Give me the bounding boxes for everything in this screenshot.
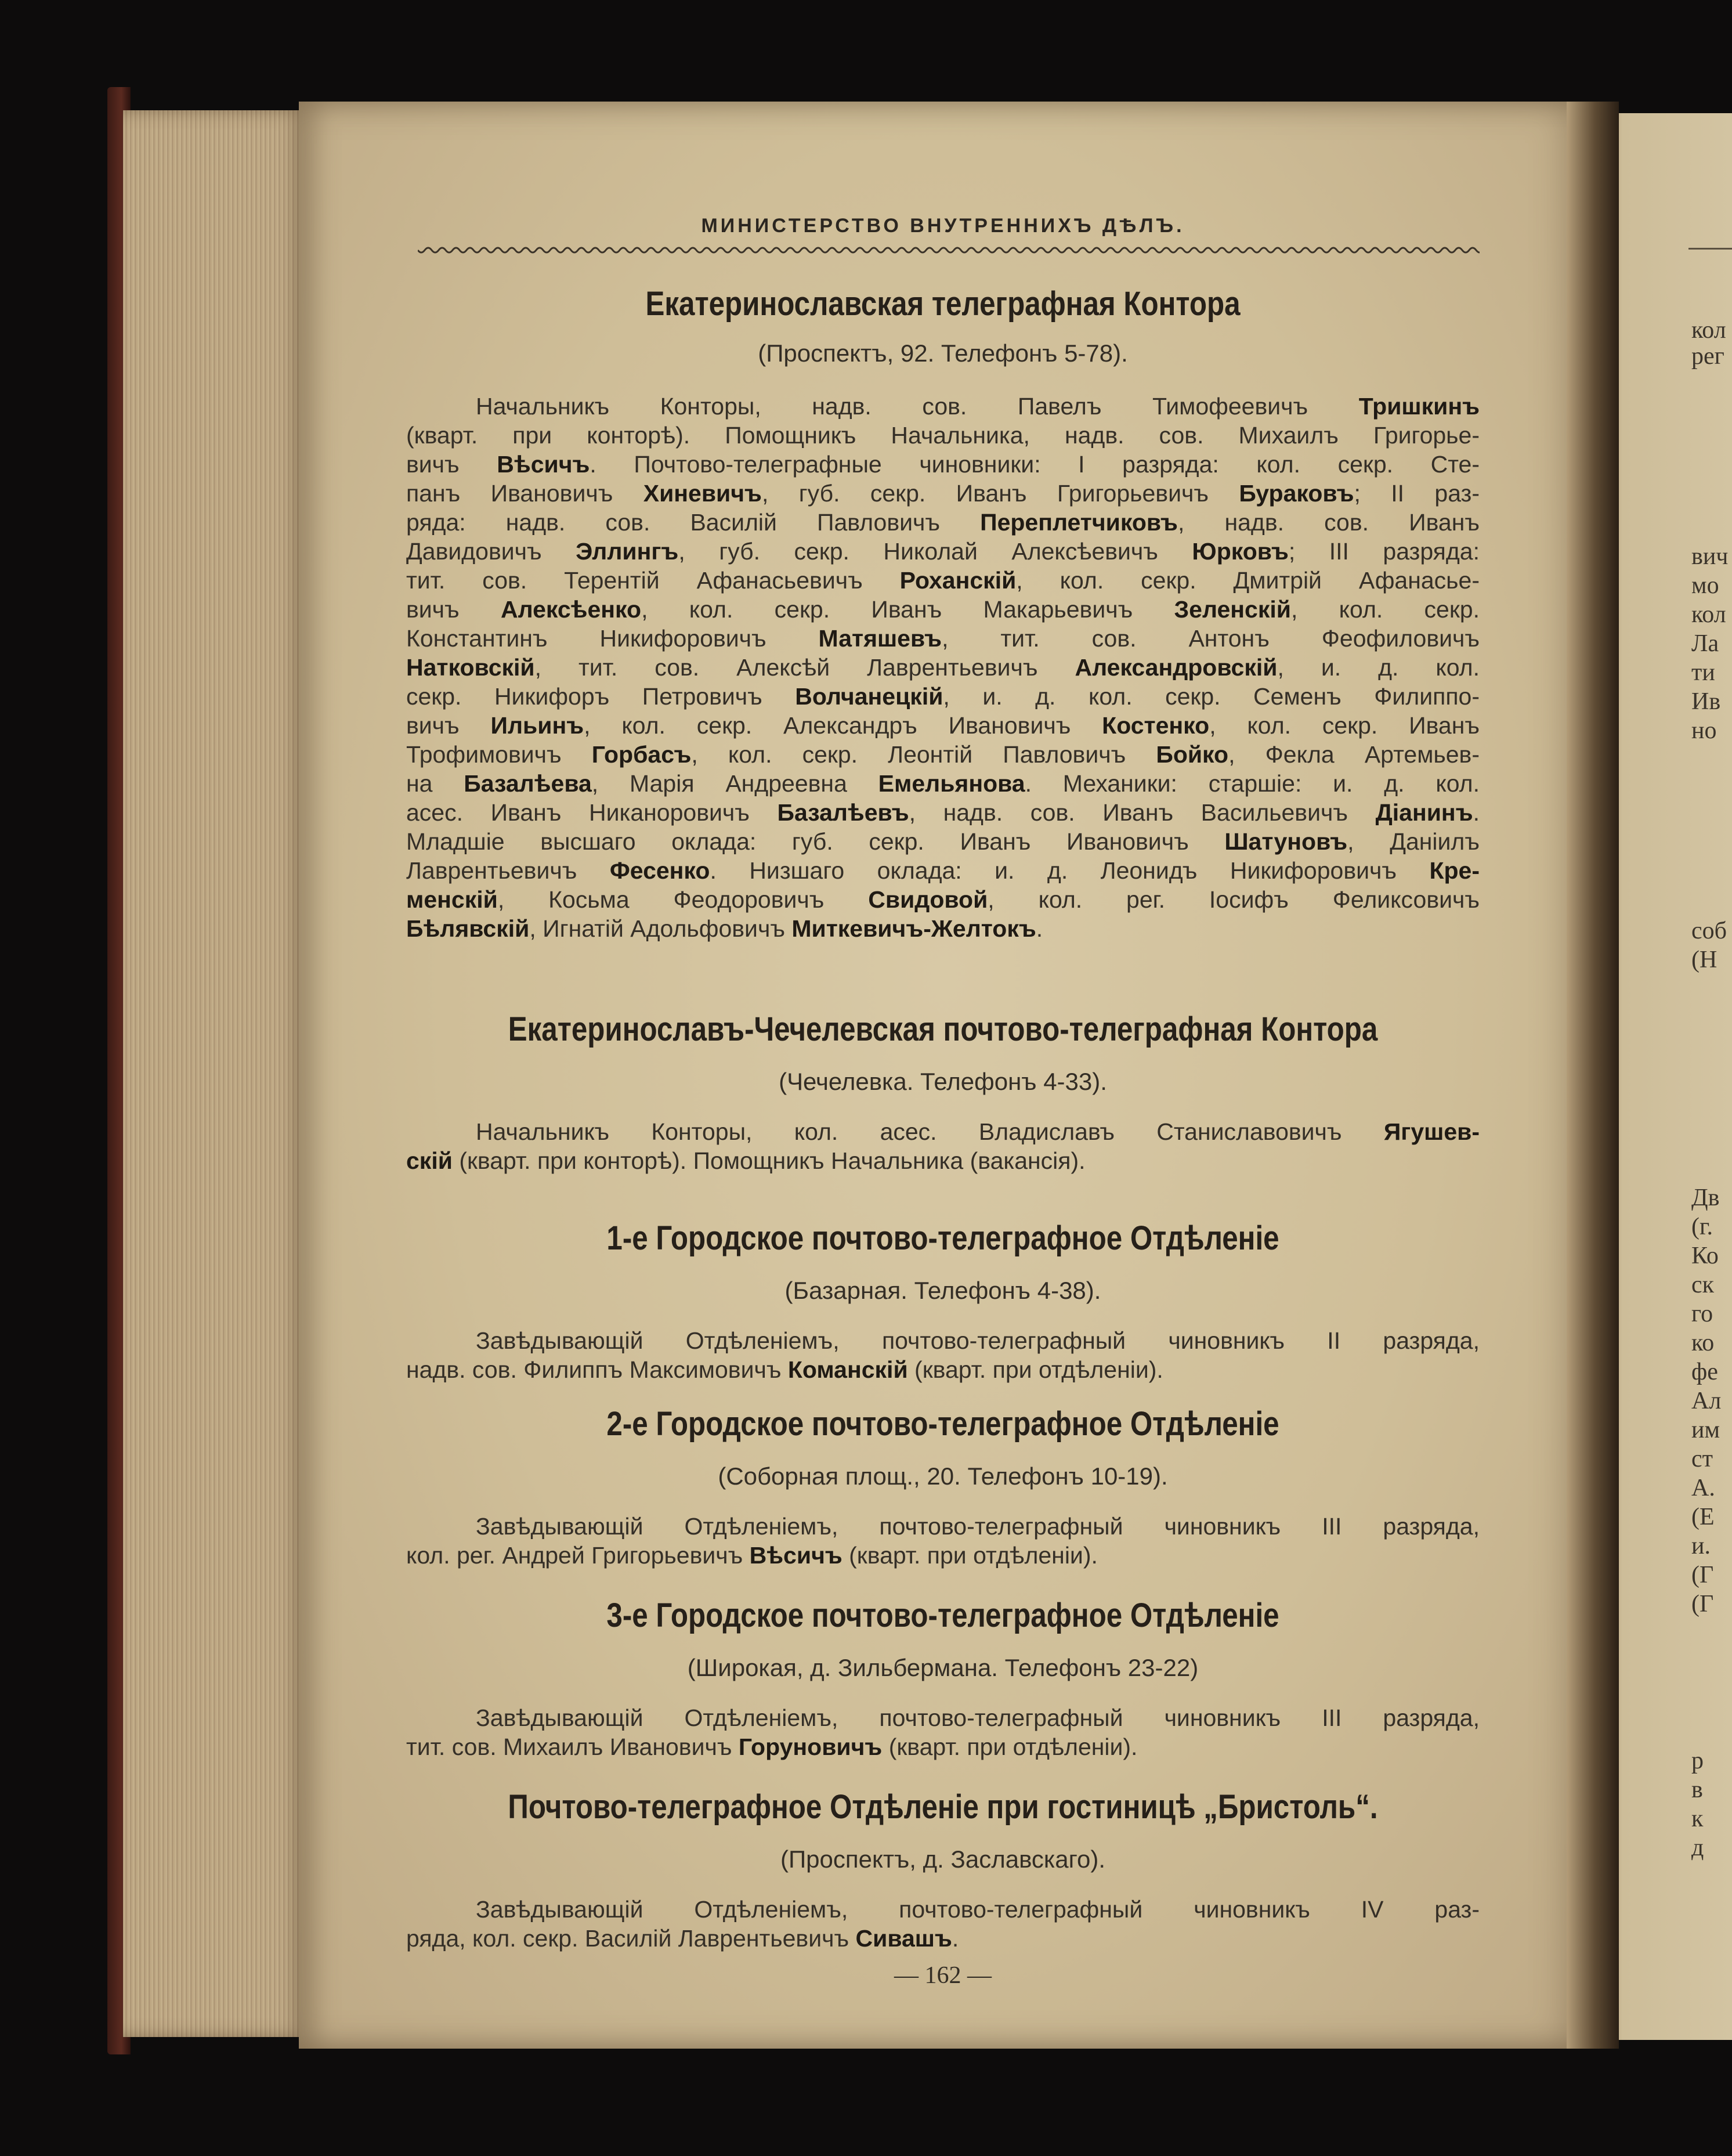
text-line: вичъ Ильинъ, кол. секр. Александръ Ивановичъ Костенко, кол. секр. Иванъ bbox=[406, 712, 1480, 739]
section-title: 2-е Городское почтово-телеграфное Отдѣленіе bbox=[606, 1405, 1279, 1443]
right-page-fragment: Ко bbox=[1691, 1243, 1719, 1269]
text-line: Начальникъ Конторы, надв. сов. Павелъ Тимофеевичъ Тришкинъ bbox=[476, 393, 1480, 420]
section-address: (Проспектъ, д. Заславскаго). bbox=[780, 1846, 1105, 1873]
book-gutter bbox=[1567, 102, 1619, 2049]
text-line: (кварт. при конторѣ). Помощникъ Начальника, надв. сов. Михаилъ Григорье- bbox=[406, 422, 1480, 449]
right-page-fragment: кол bbox=[1691, 317, 1726, 344]
page-stack bbox=[123, 110, 308, 2037]
text-line: асес. Иванъ Никаноровичъ Базалѣевъ, надв. сов. Иванъ Васильевичъ Діанинъ. bbox=[406, 799, 1480, 826]
right-page-fragment: но bbox=[1691, 717, 1717, 744]
running-head: МИНИСТЕРСТВО ВНУТРЕННИХЪ ДѢЛЪ. bbox=[701, 215, 1185, 237]
text-line: Бѣлявскій, Игнатій Адольфовичъ Миткевичъ-Желтокъ. bbox=[406, 915, 1043, 942]
section-title: 1-е Городское почтово-телеграфное Отдѣленіе bbox=[606, 1219, 1279, 1257]
right-page-fragment: в bbox=[1691, 1776, 1703, 1803]
right-page-fragment: ск bbox=[1691, 1272, 1715, 1298]
right-page-fragment: го bbox=[1691, 1301, 1713, 1327]
text-line: скій (кварт. при конторѣ). Помощникъ Начальника (вакансія). bbox=[406, 1147, 1086, 1174]
right-page-fragment: (Г bbox=[1691, 1562, 1714, 1588]
text-line: Начальникъ Конторы, кол. асес. Владиславъ Станиславовичъ Ягушев- bbox=[476, 1118, 1480, 1145]
right-page-fragment: Ив bbox=[1691, 688, 1721, 715]
text-line: Лаврентьевичъ Фесенко. Низшаго оклада: и. д. Леонидъ Никифоровичъ Кре- bbox=[406, 857, 1480, 884]
section-title: 3-е Городское почтово-телеграфное Отдѣленіе bbox=[606, 1597, 1279, 1634]
right-page-fragment: (г. bbox=[1691, 1214, 1713, 1240]
text-line: ряда: надв. сов. Василій Павловичъ Переплетчиковъ, надв. сов. Иванъ bbox=[406, 509, 1480, 536]
section-address: (Базарная. Телефонъ 4-38). bbox=[784, 1277, 1101, 1304]
section-address: (Соборная площ., 20. Телефонъ 10-19). bbox=[718, 1462, 1168, 1490]
right-page-fragment: р bbox=[1691, 1747, 1704, 1774]
text-line: вичъ Алексѣенко, кол. секр. Иванъ Макарьевичъ Зеленскій, кол. секр. bbox=[406, 596, 1480, 623]
right-page-fragment: (Е bbox=[1691, 1504, 1715, 1530]
text-line: секр. Никифоръ Петровичъ Волчанецкій, и. д. кол. секр. Семенъ Филиппо- bbox=[406, 683, 1480, 710]
text-line: Завѣдывающій Отдѣленіемъ, почтово-телеграфный чиновникъ IV раз- bbox=[476, 1896, 1480, 1923]
text-line: тит. сов. Терентій Афанасьевичъ Роханскій, кол. секр. Дмитрій Афанасье- bbox=[406, 567, 1480, 594]
text-line: Завѣдывающій Отдѣленіемъ, почтово-телеграфный чиновникъ III разряда, bbox=[476, 1513, 1480, 1540]
section-address: (Широкая, д. Зильбермана. Телефонъ 23-22) bbox=[687, 1654, 1199, 1681]
section-title: Екатеринославъ-Чечелевская почтово-телеграфная Контора bbox=[508, 1010, 1378, 1048]
right-page-fragment: ст bbox=[1691, 1446, 1713, 1472]
text-line: кол. рег. Андрей Григорьевичъ Вѣсичъ (кварт. при отдѣленіи). bbox=[406, 1542, 1098, 1569]
right-page-fragment: А. bbox=[1691, 1475, 1715, 1501]
right-page-fragment: фе bbox=[1691, 1359, 1718, 1385]
text-line: вичъ Вѣсичъ. Почтово-телеграфные чиновники: I разряда: кол. секр. Сте- bbox=[406, 451, 1480, 478]
right-page-rule bbox=[1688, 248, 1732, 257]
page-number: — 162 — bbox=[894, 1962, 992, 1989]
right-page-fragment: д bbox=[1691, 1834, 1704, 1861]
section-address: (Проспектъ, 92. Телефонъ 5-78). bbox=[758, 340, 1128, 367]
text-line: Завѣдывающій Отдѣленіемъ, почтово-телеграфный чиновникъ III разряда, bbox=[476, 1704, 1480, 1731]
right-page-fragment: ти bbox=[1691, 659, 1715, 686]
text-line: Завѣдывающій Отдѣленіемъ, почтово-телеграфный чиновникъ II разряда, bbox=[476, 1327, 1480, 1354]
text-line: менскій, Косьма Феодоровичъ Свидовой, кол. рег. Іосифъ Феликсовичъ bbox=[406, 886, 1480, 913]
section-title: Почтово-телеграфное Отдѣленіе при гостиницѣ „Бристоль“. bbox=[508, 1788, 1378, 1826]
section-address: (Чечелевка. Телефонъ 4-33). bbox=[779, 1068, 1107, 1095]
right-page-fragment: (Н bbox=[1691, 947, 1717, 973]
right-page-fragment: вич bbox=[1691, 543, 1729, 570]
right-page-fragment: им bbox=[1691, 1417, 1720, 1443]
text-line: надв. сов. Филиппъ Максимовичъ Команскій (кварт. при отдѣленіи). bbox=[406, 1356, 1163, 1383]
right-page-fragment: рег bbox=[1691, 343, 1724, 370]
text-line: тит. сов. Михаилъ Ивановичъ Горуновичъ (кварт. при отдѣленіи). bbox=[406, 1734, 1138, 1760]
section-title: Екатеринославская телеграфная Контора bbox=[645, 285, 1241, 323]
text-line: Давидовичъ Эллингъ, губ. секр. Николай Алексѣевичъ Юрковъ; III разряда: bbox=[406, 538, 1480, 565]
text-line: ряда, кол. секр. Василій Лаврентьевичъ Сивашъ. bbox=[406, 1925, 959, 1952]
right-page-fragment: Ла bbox=[1691, 630, 1719, 657]
right-page-fragment: (Г bbox=[1691, 1591, 1714, 1617]
wavy-rule bbox=[418, 244, 1480, 257]
right-page-fragment: Дв bbox=[1691, 1184, 1720, 1211]
text-line: панъ Ивановичъ Хиневичъ, губ. секр. Иванъ Григорьевичъ Бураковъ; II раз- bbox=[406, 480, 1480, 507]
text-line: Трофимовичъ Горбасъ, кол. секр. Леонтій Павловичъ Бойко, Фекла Артемьев- bbox=[406, 741, 1480, 768]
right-page-fragment: и. bbox=[1691, 1533, 1711, 1559]
right-page-fragment: кол bbox=[1691, 601, 1726, 628]
text-line: Константинъ Никифоровичъ Матяшевъ, тит. сов. Антонъ Феофиловичъ bbox=[406, 625, 1480, 652]
right-page-fragment: ко bbox=[1691, 1330, 1715, 1356]
text-line: Натковскій, тит. сов. Алексѣй Лаврентьевичъ Александровскій, и. д. кол. bbox=[406, 654, 1480, 681]
text-line: на Базалѣева, Марія Андреевна Емельянова. Механики: старшіе: и. д. кол. bbox=[406, 770, 1480, 797]
right-page-fragment: мо bbox=[1691, 572, 1719, 599]
right-page-fragment: соб bbox=[1691, 918, 1727, 944]
text-line: Младшіе высшаго оклада: губ. секр. Иванъ Ивановичъ Шатуновъ, Даніилъ bbox=[406, 828, 1480, 855]
right-page-fragment: к bbox=[1691, 1805, 1704, 1832]
right-page-fragment: Ал bbox=[1691, 1388, 1722, 1414]
